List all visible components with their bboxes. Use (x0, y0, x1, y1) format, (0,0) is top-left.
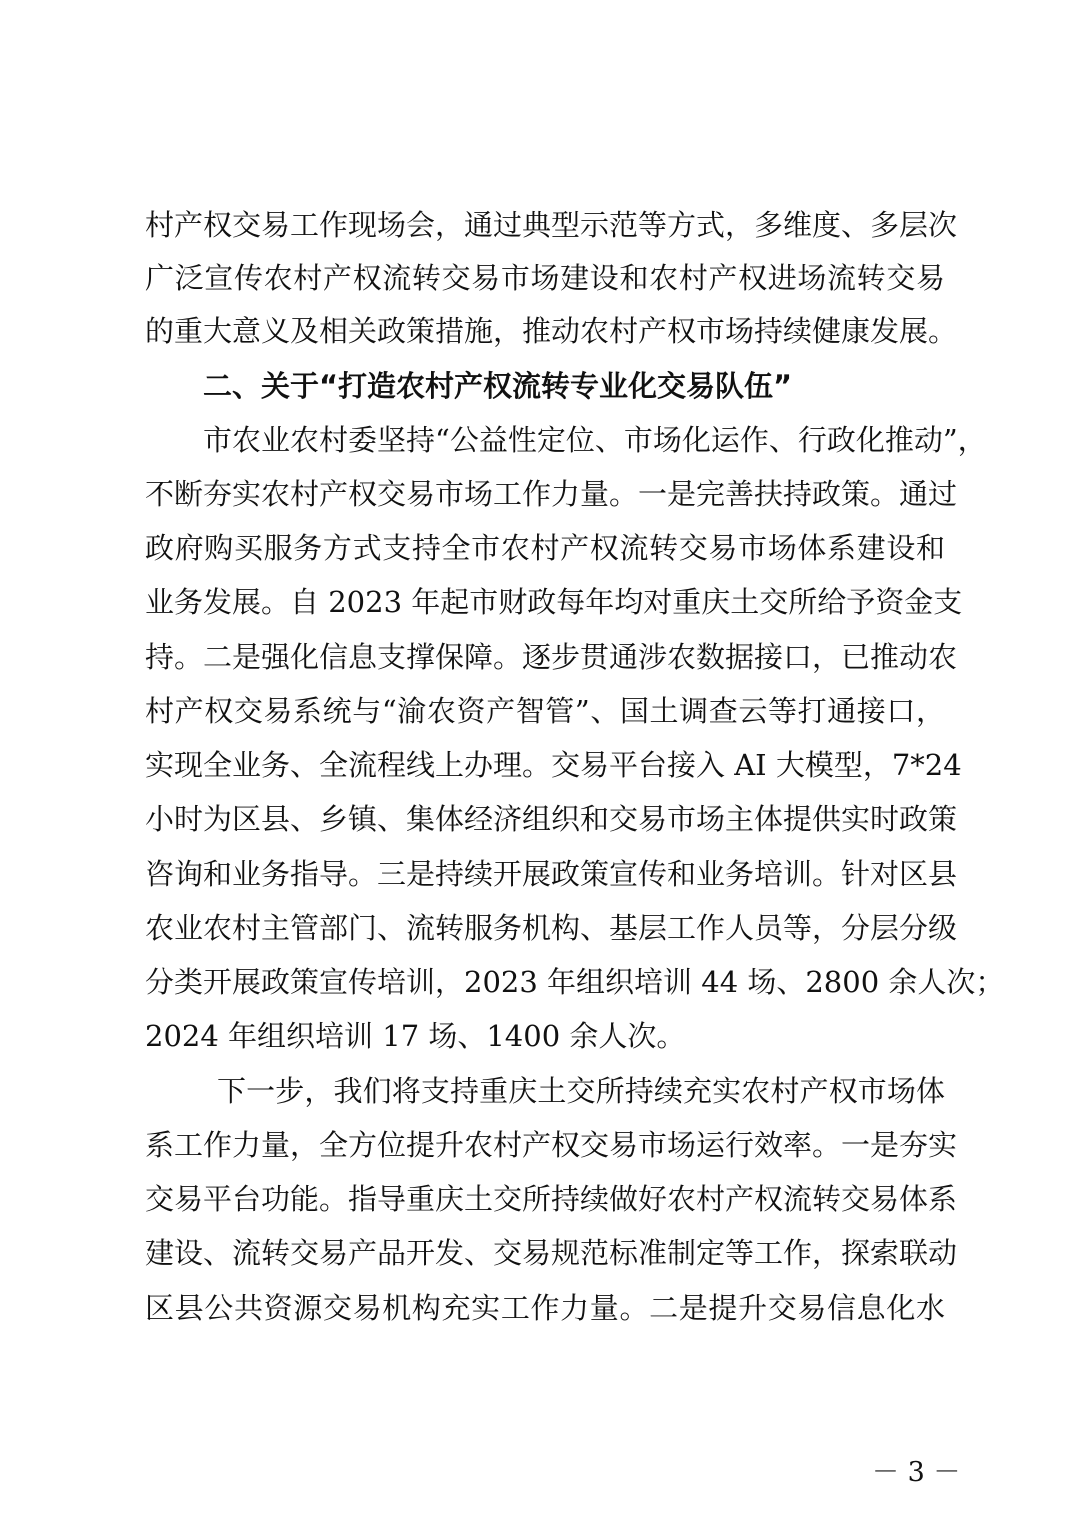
text-line: 村产权交易工作现场会，通过典型示范等方式，多维度、多层次 (145, 208, 958, 242)
text-line: 2024 年组织培训 17 场、1400 余人次。 (145, 1019, 686, 1053)
text-line: 的重大意义及相关政策措施，推动农村产权市场持续健康发展。 (145, 314, 958, 348)
text-line: 建设、流转交易产品开发、交易规范标准制定等工作，探索联动 (145, 1236, 958, 1270)
text-line: 咨询和业务指导。三是持续开展政策宣传和业务培训。针对区县 (145, 857, 958, 891)
text-line: 业务发展。自 2023 年起市财政每年均对重庆土交所给予资金支 (145, 585, 963, 619)
text-line: 下一步，我们将支持重庆土交所持续充实农村产权市场体 (217, 1074, 945, 1108)
text-line: 不断夯实农村产权交易市场工作力量。一是完善扶持政策。通过 (145, 477, 958, 511)
text-line: 交易平台功能。指导重庆土交所持续做好农村产权流转交易体系 (145, 1182, 958, 1216)
text-line: 分类开展政策宣传培训，2023 年组织培训 44 场、2800 余人次； (145, 965, 1005, 999)
text-line: 小时为区县、乡镇、集体经济组织和交易市场主体提供实时政策 (145, 802, 958, 836)
text-line: 持。二是强化信息支撑保障。逐步贯通涉农数据接口，已推动农 (145, 640, 958, 674)
text-line: 村产权交易系统与“渝农资产智管”、国土调查云等打通接口， (145, 694, 945, 728)
text-line: 政府购买服务方式支持全市农村产权流转交易市场体系建设和 (145, 531, 945, 565)
text-line: 广泛宣传农村产权流转交易市场建设和农村产权进场流转交易 (145, 261, 945, 295)
text-line: 区县公共资源交易机构充实工作力量。二是提升交易信息化水 (145, 1291, 945, 1325)
text-line: 市农业农村委坚持“公益性定位、市场化运作、行政化推动”， (203, 423, 987, 457)
text-line: 农业农村主管部门、流转服务机构、基层工作人员等，分层分级 (145, 911, 958, 945)
page-number: － 3 － (872, 1457, 961, 1488)
text-line: 实现全业务、全流程线上办理。交易平台接入 AI 大模型，7*24 (145, 748, 962, 782)
text-line: 系工作力量，全方位提升农村产权交易市场运行效率。一是夯实 (145, 1128, 958, 1162)
section-heading: 二、关于“打造农村产权流转专业化交易队伍” (203, 369, 793, 403)
